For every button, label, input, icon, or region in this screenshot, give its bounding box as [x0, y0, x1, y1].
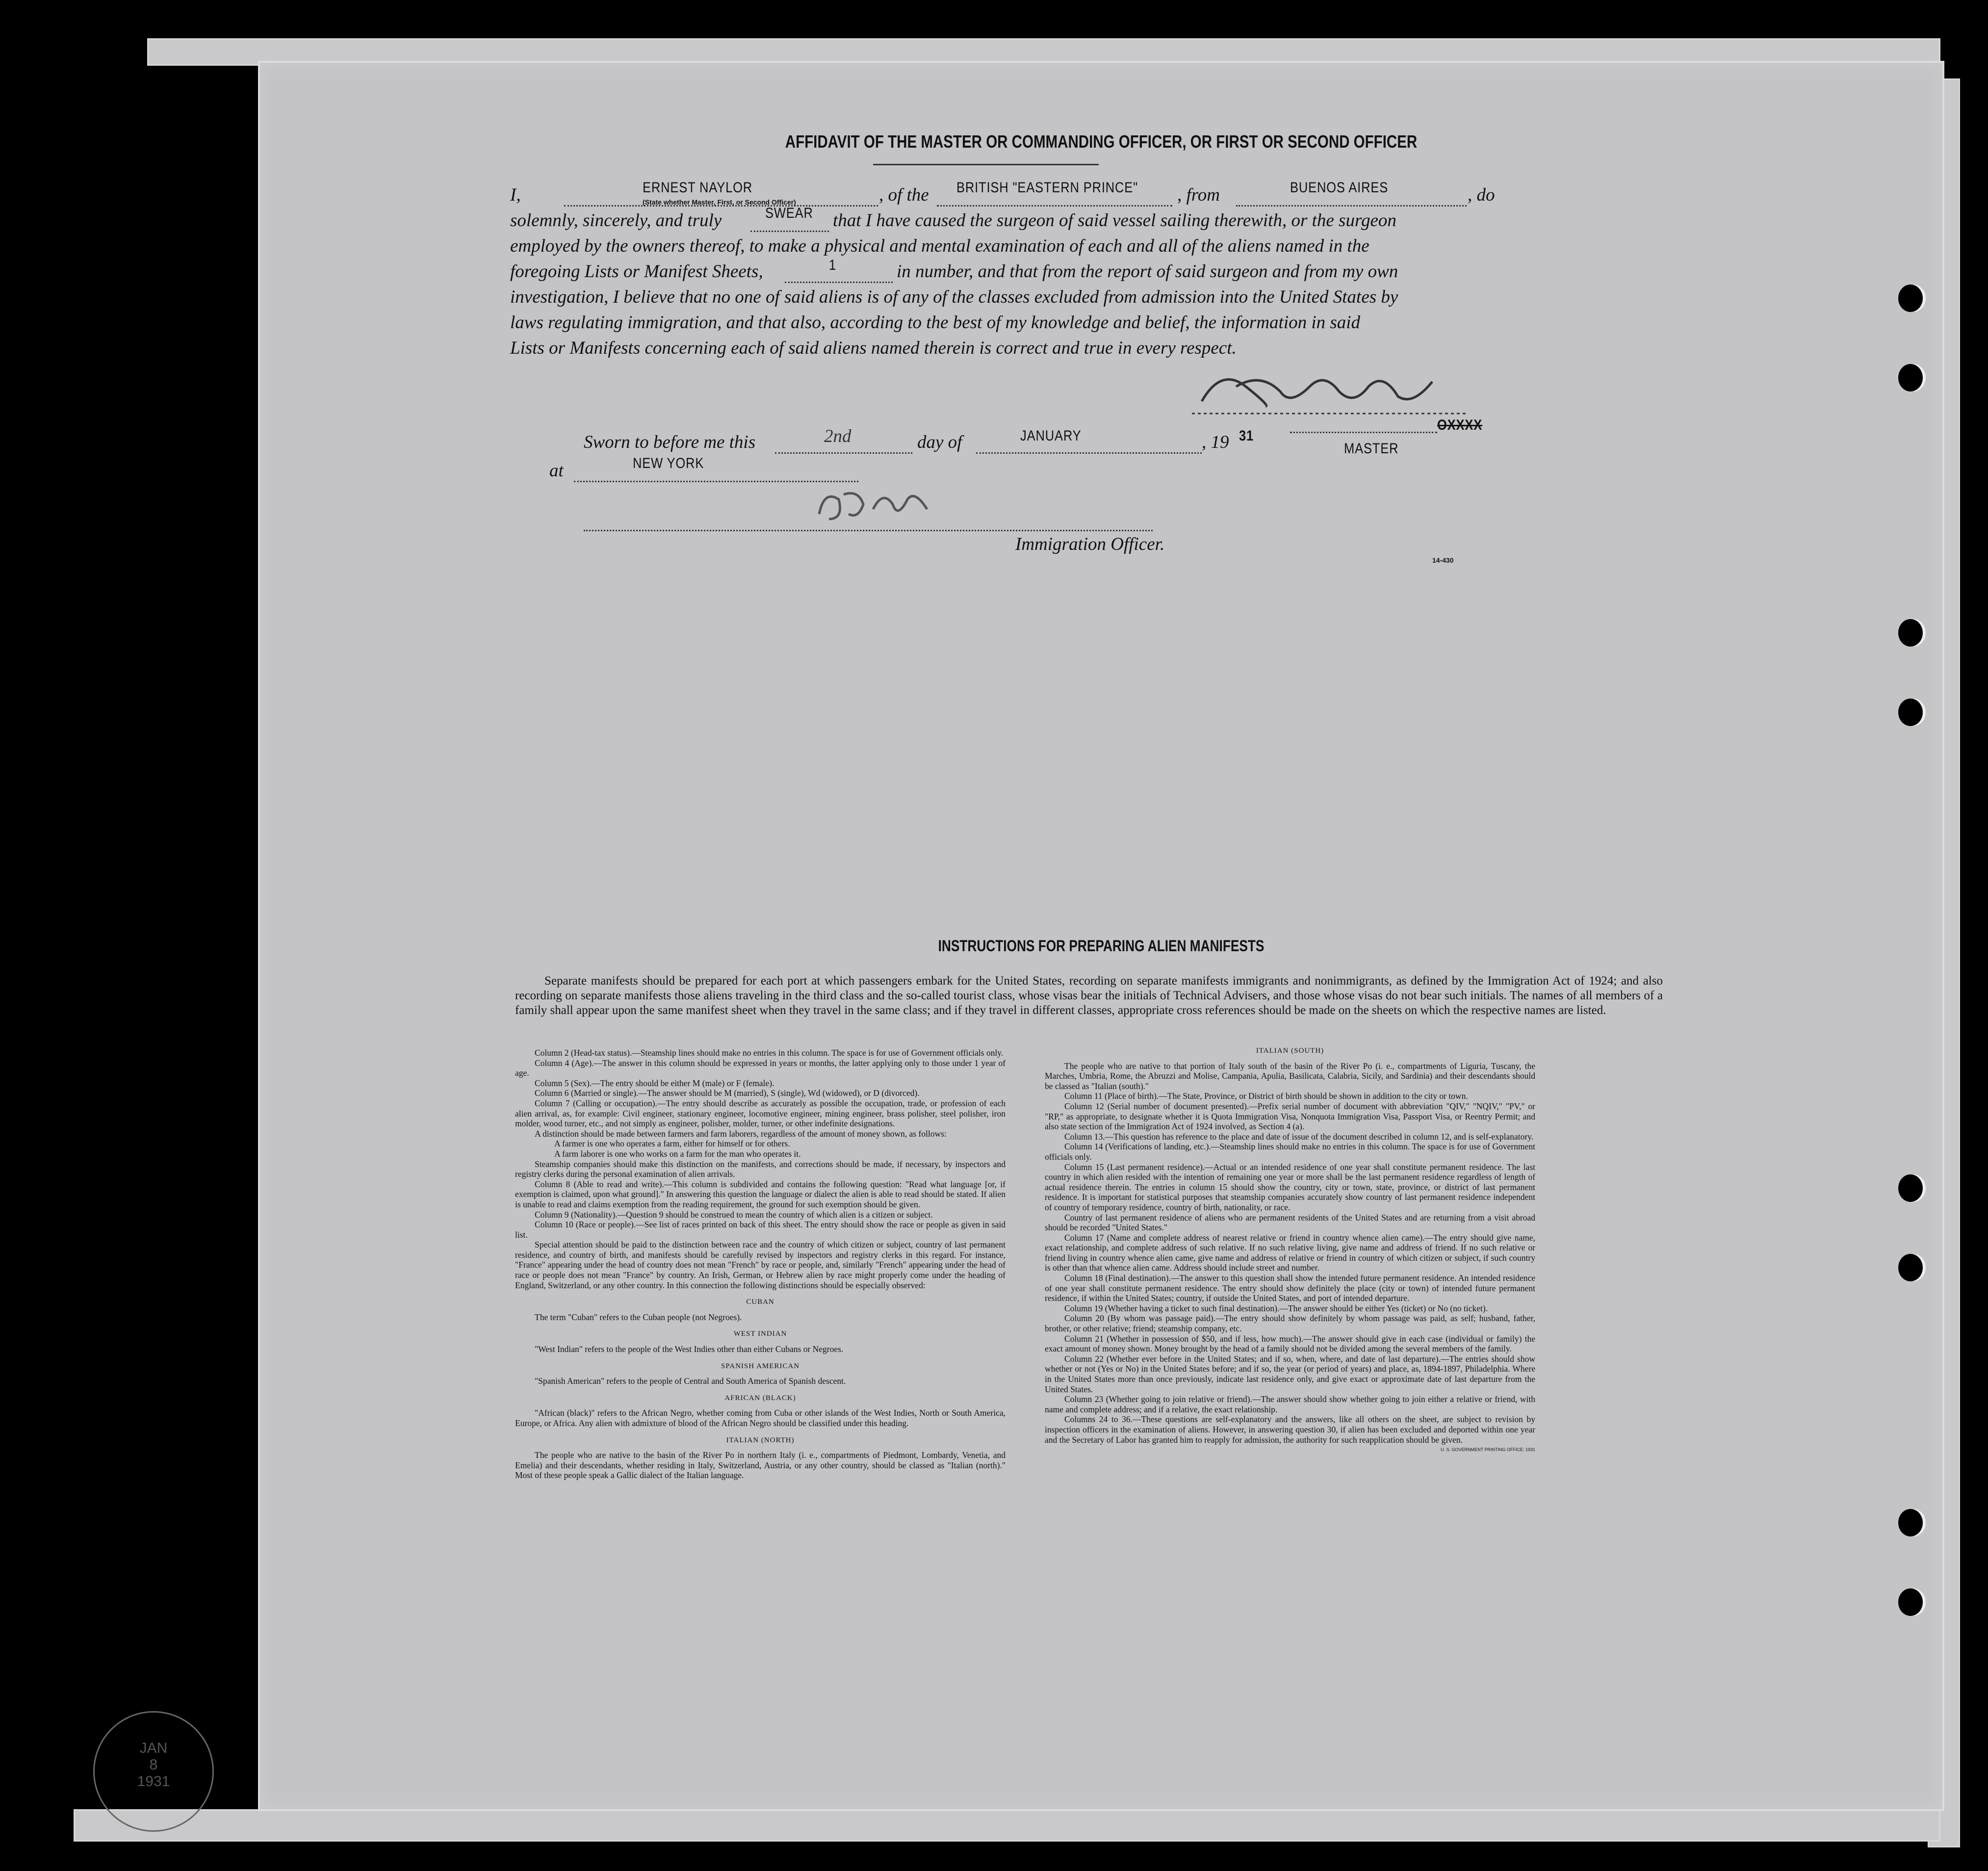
- at-label: at: [549, 461, 564, 481]
- dotted-line: [584, 530, 1153, 531]
- instruction-paragraph: A farm laborer is one who works on a farm for the man who operates it.: [554, 1148, 801, 1159]
- instruction-paragraph: Column 19 (Whether having a ticket to such final destination).—The answer should be either Yes (ticket) or No (no ticket).: [1064, 1303, 1488, 1313]
- instruction-paragraph: "West Indian" refers to the people of the West Indies other than either Cubans or Negroes.: [535, 1344, 844, 1354]
- section-heading: ITALIAN (NORTH): [726, 1436, 795, 1444]
- underlying-sheet-bottom: [74, 1809, 1940, 1842]
- binder-hole: [1898, 1174, 1923, 1202]
- year-prefix-label: , 19: [1202, 432, 1229, 452]
- immigration-officer-signature: [809, 480, 937, 531]
- sworn-month-field: JANUARY: [1020, 428, 1082, 444]
- instruction-paragraph: Column 7 (Calling or occupation).—The entry should describe as accurately as possible the occupation, trade, or profession of each alien arrival, as, for example: Civil engineer, stationary engineer, locomotive engineer, mining engineer, brass polisher, steel polisher, iron molder, wood turner, etc., and not simply as engineer, polisher, molder, turner, or other indefinite designations.: [515, 1098, 1006, 1129]
- vessel-name-field: BRITISH "EASTERN PRINCE": [956, 180, 1138, 196]
- instruction-paragraph: Column 23 (Whether going to join relative or friend).—The answer should show whether going to join either a relative or friend, with name and complete address; and if a relative, the exact relationship.: [1045, 1394, 1535, 1414]
- instruction-paragraph: Column 17 (Name and complete address of nearest relative or friend in country whence alien came).—The entry should give name, exact relationship, and complete address of such relative. If no such relative living, give name and address of friend. If no such relative or friend living in country whence alien came, give name and address of relative or friend in country of which citizen or subject, if such country is other than that whence alien came. Address should include street and number.: [1045, 1232, 1535, 1273]
- instruction-paragraph: Steamship companies should make this distinction on the manifests, and corrections should be made, if necessary, by inspectors and registry clerks during the personal examination of alien arrivals.: [515, 1159, 1006, 1179]
- instruction-paragraph: Column 12 (Serial number of document presented).—Prefix serial number of document with abbreviation "QIV," "NQIV," "PV," or "RP," as appropriate, to designate whether it is Quota Immigration Visa, Nonquota Immigration Visa, Passport Visa, or Reentry Permit; and also state section of the Immigration Act of 1924 involved, as Section 4 (a).: [1045, 1101, 1535, 1132]
- instruction-paragraph: Column 4 (Age).—The answer in this column should be expressed in years or months, the latter applying only to those under 1 year of age.: [515, 1058, 1006, 1078]
- place-field: NEW YORK: [633, 455, 704, 471]
- master-signature: [1192, 357, 1467, 423]
- instruction-paragraph: "African (black)" refers to the African Negro, whether coming from Cuba or other islands of the West Indies, North or South America, Europe, or Africa. Any alien with admixture of blood of the African Negro should be classified under this heading.: [515, 1408, 1006, 1428]
- instruction-paragraph: Column 9 (Nationality).—Question 9 should be construed to mean the country of which alien is a citizen or subject.: [535, 1209, 933, 1220]
- oath-field: SWEAR: [765, 205, 813, 221]
- instruction-paragraph: Column 20 (By whom was passage paid).—The entry should show definitely by whom passage was paid, as self; husband, father, brother, or other relative; friend; steamship company, etc.: [1045, 1313, 1535, 1334]
- dotted-line: [937, 205, 1172, 207]
- dotted-line: [1290, 432, 1437, 433]
- instruction-paragraph: Column 14 (Verifications of landing, etc.).—Steamship lines should make no entries in this column. The space is for use of Government officials only.: [1045, 1142, 1535, 1162]
- stamp-year: 1931: [137, 1773, 170, 1790]
- affidavit-line-4a: foregoing Lists or Manifest Sheets,: [510, 261, 763, 282]
- sworn-year-field: 31: [1239, 428, 1254, 444]
- binder-hole: [1898, 1254, 1923, 1281]
- sheet-count-field: 1: [829, 257, 837, 273]
- affidavit-line-2a: solemnly, sincerely, and truly: [510, 210, 722, 231]
- instruction-paragraph: Column 8 (Able to read and write).—This column is subdivided and contains the following question: "Read what language [or, if exemption is claimed, upon what ground]." In answering this question the language or dialect the alien is able to read should be stated. If alien is unable to read and claims exemption from the reading requirement, the ground for such exemption should be given.: [515, 1179, 1006, 1209]
- form-number: 14-430: [1432, 556, 1454, 564]
- binder-hole: [1898, 619, 1923, 647]
- instruction-paragraph: Column 6 (Married or single).—The answer should be M (married), S (single), Wd (widowed), or D (divorced).: [535, 1088, 920, 1098]
- sworn-label: Sworn to before me this: [584, 432, 756, 452]
- affidavit-line-1: I,: [510, 185, 521, 205]
- rank-field: MASTER: [1344, 441, 1399, 457]
- instruction-paragraph: Column 15 (Last permanent residence).—Actual or an intended residence of one year shall constitute permanent residence. The last country in which alien resided with the intention of remaining one year or more shall be the last permanent residence regardless of length of actual residence therein. The entries in column 15 should show the country, city or town, state, province, or district of last permanent residence. It is important for statistical purposes that steamship companies accurately show country of last permanent residence independent of country of temporary residence, country of birth, nationality, or race.: [1045, 1162, 1535, 1212]
- instruction-paragraph: Column 18 (Final destination).—The answer to this question shall show the intended future permanent residence. An intended residence of one year shall constitute permanent residence. The entry should show definitely the place (city or town) of intended future permanent residence, if within the United States; country, if outside the United States, and port of intended departure.: [1045, 1273, 1535, 1303]
- departure-port-field: BUENOS AIRES: [1290, 180, 1389, 196]
- affidavit-line-2b: that I have caused the surgeon of said vessel sailing therewith, or the surgeon: [833, 210, 1396, 231]
- affidavit-line-3: employed by the owners thereof, to make a physical and mental examination of each and all of the aliens named in the: [510, 236, 1369, 256]
- dotted-line: [775, 452, 912, 454]
- binder-hole: [1898, 1509, 1923, 1536]
- from-label: , from: [1177, 185, 1220, 205]
- binder-hole: [1898, 699, 1923, 726]
- instruction-paragraph: A farmer is one who operates a farm, either for himself or for others.: [554, 1139, 790, 1149]
- underlying-sheet-top: [147, 38, 1940, 66]
- do-label: , do: [1468, 185, 1495, 205]
- instructions-intro: Separate manifests should be prepared for each port at which passengers embark for the United States, recording on separate manifests immigrants and nonimmigrants, as defined by the Immigration Act of 1924; and also recording on separate manifests those aliens traveling in the third class and the so-called tourist class, whose visas bear the initials of Technical Advisers, and those whose visas do not bear such initials. The names of all members of a family shall appear upon the same manifest sheet when they travel in the same class; and if they travel in different classes, appropriate cross references should be made on the sheets on which the respective names are listed.: [515, 974, 1663, 1017]
- instruction-paragraph: Column 11 (Place of birth).—The State, Province, or District of birth should be shown in addition to the city or town.: [1064, 1091, 1468, 1101]
- instruction-paragraph: Special attention should be paid to the distinction between race and the country of which citizen or subject, country of last permanent residence, and country of birth, and manifests should be carefully revised by inspectors and registry clerks in this regard. For instance, "France" appearing under the head of country does not mean "French" by race or people, and, similarly "French" appearing under the head of race or people does not mean "France" by country. An Irish, German, or Hebrew alien by race might properly come under the heading of England, Switzerland, or any other country. In this connection the following distinctions should be especially observed:: [515, 1240, 1006, 1290]
- manifest-page: [137, 63, 1942, 1809]
- stamp-day: 8: [149, 1757, 158, 1773]
- instruction-paragraph: Country of last permanent residence of aliens who are permanent residents of the United States and are returning from a visit abroad should be recorded "United States.": [1045, 1212, 1535, 1233]
- rank-instruction-note: (State whether Master, First, or Second Officer): [643, 198, 796, 206]
- struck-rank: OXXXX: [1437, 417, 1483, 433]
- officer-label: Immigration Officer.: [1015, 534, 1165, 554]
- instruction-paragraph: The people who are native to the basin of the River Po in northern Italy (i. e., compartments of Piedmont, Lombardy, Venetia, and Emelia) and their descendants, whether residing in Italy, Switzerland, Austria, or any other country, should be classed as "Italian (north)." Most of these people speak a Gallic dialect of the Italian language.: [515, 1450, 1006, 1481]
- instruction-paragraph: The term "Cuban" refers to the Cuban people (not Negroes).: [535, 1312, 742, 1322]
- title-rule: [873, 164, 1099, 165]
- instruction-paragraph: "Spanish American" refers to the people of Central and South America of Spanish descent.: [535, 1376, 846, 1386]
- binder-hole: [1898, 364, 1923, 391]
- binder-hole: [1898, 1588, 1923, 1616]
- day-of-label: day of: [917, 432, 962, 452]
- of-the-label: , of the: [879, 185, 929, 205]
- instruction-paragraph: Column 13.—This question has reference to the place and date of issue of the document described in column 12, and is self-explanatory.: [1064, 1131, 1534, 1142]
- section-heading: WEST INDIAN: [733, 1330, 787, 1338]
- sworn-day-field: 2nd: [824, 426, 852, 446]
- affidavit-line-4b: in number, and that from the report of said surgeon and from my own: [897, 261, 1398, 282]
- section-heading: SPANISH AMERICAN: [721, 1362, 800, 1370]
- section-heading: CUBAN: [746, 1298, 775, 1306]
- instruction-paragraph: Column 10 (Race or people).—See list of races printed on back of this sheet. The entry should show the race or people as given in said list.: [515, 1220, 1006, 1240]
- affidavit-line-7: Lists or Manifests concerning each of said aliens named therein is correct and true in every respect.: [510, 338, 1237, 358]
- instruction-paragraph: Column 22 (Whether ever before in the United States; and if so, when, where, and date of last departure).—The entries should show whether or not (Yes or No) in the United States before; and if so, the year (or period of years) and place, as, 1894-1897, Philadelphia. Where in the United States more than once previously, indicate last residence only, and give exact or approximate date of last departure from the United States.: [1045, 1353, 1535, 1394]
- dotted-line: [785, 282, 893, 283]
- instructions-left-column: [515, 1048, 1006, 1481]
- binder-hole: [1898, 285, 1923, 312]
- affidavit-title: AFFIDAVIT OF THE MASTER OR COMMANDING OFFICER, OR FIRST OR SECOND OFFICER: [785, 131, 1418, 152]
- affidavit-line-6: laws regulating immigration, and that also, according to the best of my knowledge and belief, the information in said: [510, 312, 1361, 333]
- stamp-month: JAN: [139, 1740, 168, 1756]
- instruction-paragraph: Column 5 (Sex).—The entry should be either M (male) or F (female).: [535, 1078, 775, 1088]
- dotted-line: [976, 452, 1202, 454]
- instruction-paragraph: Column 21 (Whether in possession of $50, and if less, how much).—The answer should give in each case (individual or family) the exact amount of money shown. Money brought by the head of a family should not be divided among the several members of the family.: [1045, 1333, 1535, 1354]
- instruction-paragraph: Columns 24 to 36.—These questions are self-explanatory and the answers, like all others on the sheet, are subject to revision by inspection officers in the examination of aliens. However, in answering question 30, if alien has been excluded and deported within one year and the Secretary of Labor has granted him to reapply for admission, the authority for such reapplication should be given.: [1045, 1414, 1535, 1445]
- affidavit-line-5: investigation, I believe that no one of said aliens is of any of the classes excluded from admission into the United States by: [510, 287, 1398, 307]
- instruction-paragraph: Column 2 (Head-tax status).—Steamship lines should make no entries in this column. The space is for use of Government officials only.: [535, 1048, 1004, 1058]
- instructions-title: INSTRUCTIONS FOR PREPARING ALIEN MANIFESTS: [938, 937, 1265, 955]
- section-heading: AFRICAN (BLACK): [724, 1394, 796, 1402]
- dotted-line: [1236, 205, 1467, 207]
- printing-office-note: U. S. GOVERNMENT PRINTING OFFICE: 1931: [1441, 1447, 1535, 1453]
- instruction-paragraph: A distinction should be made between farmers and farm laborers, regardless of the amount of money shown, as follows:: [535, 1128, 947, 1139]
- date-stamp: [93, 1711, 214, 1832]
- instruction-paragraph: The people who are native to that portion of Italy south of the basin of the River Po (i. e., compartments of Liguria, Tuscany, the Marches, Umbria, Rome, the Abruzzi and Molise, Campania, Apulia, Basilicata, Calabria, Sicily, and Sardinia) and their descendants should be classed as "Italian (south).": [1045, 1061, 1535, 1091]
- section-heading: ITALIAN (SOUTH): [1256, 1047, 1324, 1055]
- master-name-field: ERNEST NAYLOR: [643, 180, 753, 196]
- instructions-right-column: [1045, 1039, 1535, 1455]
- dotted-line: [750, 231, 829, 232]
